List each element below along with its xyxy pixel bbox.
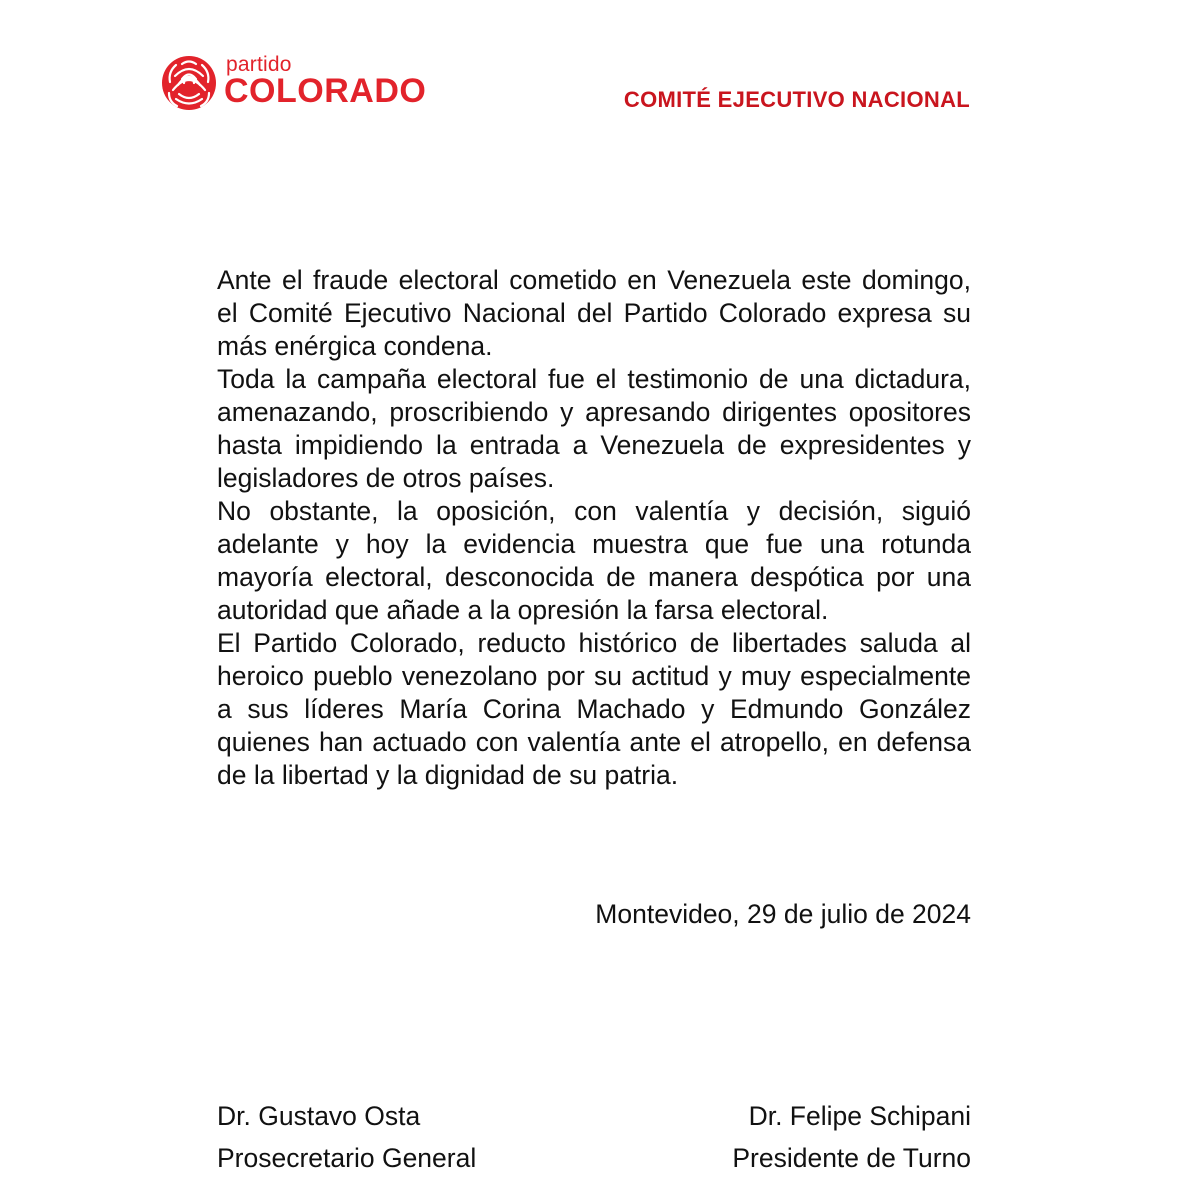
statement-body <box>217 264 971 792</box>
signer-role: Presidente de Turno <box>732 1143 971 1173</box>
logo-small-text: partido <box>226 53 292 76</box>
signature-left <box>217 1095 476 1179</box>
rose-icon <box>160 52 218 114</box>
place-date: Montevideo, 29 de julio de 2024 <box>595 899 971 929</box>
paragraph-1: Ante el fraude electoral cometido en Venezuela este domingo, el Comité Ejecutivo Nacional del Partido Colorado expresa su más enérgica condena. <box>217 265 971 361</box>
signer-name: Dr. Felipe Schipani <box>748 1101 971 1131</box>
signature-right <box>732 1095 971 1179</box>
paragraph-3: No obstante, la oposición, con valentía y decisión, siguió adelante y hoy la evidencia muestra que fue una rotunda mayoría electoral, desconocida de manera despótica por una autoridad que añade a la opresión la farsa electoral. <box>217 496 971 625</box>
paragraph-2: Toda la campaña electoral fue el testimonio de una dictadura, amenazando, proscribiendo y apresando dirigentes opositores hasta impidiendo la entrada a Venezuela de expresidentes y legisladores de otros países. <box>217 364 971 493</box>
logo-big-text: COLORADO <box>224 72 427 110</box>
signer-role: Prosecretario General <box>217 1143 477 1173</box>
committee-title: COMITÉ EJECUTIVO NACIONAL <box>623 87 970 112</box>
signer-name: Dr. Gustavo Osta <box>217 1101 421 1131</box>
paragraph-4: El Partido Colorado, reducto histórico de libertades saluda al heroico pueblo venezolano por su actitud y muy especialmente a sus líderes María Corina Machado y Edmundo González quienes han actuado con valentía ante el atropello, en defensa de la libertad y la dignidad de su patria. <box>217 628 971 790</box>
party-logo <box>160 52 450 114</box>
